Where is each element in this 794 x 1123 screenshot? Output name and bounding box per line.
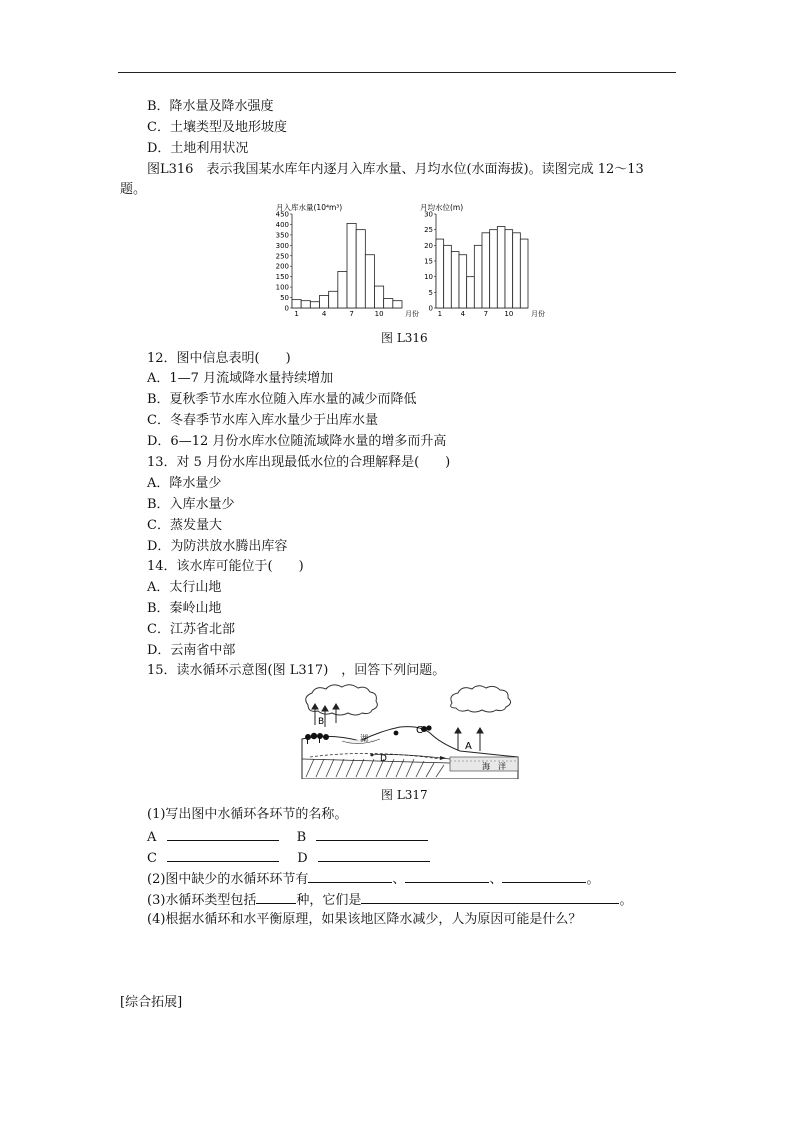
q15-row-cd bbox=[147, 848, 430, 868]
lake-label: 湖 bbox=[360, 734, 368, 743]
bar bbox=[505, 230, 513, 308]
question-13: 13．对 5 月份水库出现最低水位的合理解释是( ) bbox=[147, 455, 451, 470]
x-tick-label: 7 bbox=[349, 310, 354, 318]
chart-title: 月均水位(m) bbox=[420, 203, 464, 212]
bar bbox=[520, 239, 528, 308]
x-axis-label: 月份 bbox=[531, 310, 545, 318]
y-tick-label: 25 bbox=[424, 226, 433, 235]
section-heading: [综合拓展] bbox=[120, 995, 183, 1010]
y-tick-label: 0 bbox=[428, 304, 433, 313]
option-d: D．土地利用状况 bbox=[147, 141, 249, 156]
separator: 、 bbox=[489, 872, 503, 887]
option-b: B．降水量及降水强度 bbox=[147, 99, 274, 114]
cloud-icon bbox=[306, 685, 378, 715]
blank-label-d: D bbox=[297, 851, 308, 866]
y-tick-label: 15 bbox=[424, 257, 433, 266]
q13-option-d: D．为防洪放水腾出库容 bbox=[147, 539, 288, 554]
y-tick-label: 20 bbox=[424, 241, 433, 250]
bar bbox=[482, 233, 490, 308]
answer-blank-c[interactable] bbox=[167, 848, 279, 862]
question-12: 12．图中信息表明( ) bbox=[147, 351, 291, 366]
bar bbox=[384, 299, 393, 308]
answer-blank-2-2[interactable] bbox=[405, 869, 489, 883]
answer-blank-d[interactable] bbox=[318, 848, 430, 862]
x-tick-label: 7 bbox=[483, 310, 489, 318]
y-tick-label: 100 bbox=[275, 283, 289, 292]
period: 。 bbox=[586, 872, 600, 887]
q13-option-b: B．入库水量少 bbox=[147, 497, 235, 512]
bar bbox=[329, 291, 338, 308]
separator: 、 bbox=[392, 872, 406, 887]
answer-blank-a[interactable] bbox=[167, 827, 279, 841]
arrow-icon bbox=[312, 704, 339, 727]
q14-option-b: B．秦岭山地 bbox=[147, 601, 222, 616]
q12-option-a: A．1—7 月流域降水量持续增加 bbox=[147, 371, 334, 386]
bar bbox=[365, 255, 374, 308]
q12-option-c: C．冬春季节水库入库水量少于出库水量 bbox=[147, 413, 378, 428]
blank-label-b: B bbox=[296, 830, 307, 845]
y-tick-label: 300 bbox=[275, 241, 289, 250]
water-level-chart bbox=[420, 202, 545, 318]
bar bbox=[393, 301, 402, 308]
bar bbox=[474, 245, 482, 308]
intro-line-cont: 题。 bbox=[120, 182, 147, 197]
bar bbox=[310, 302, 319, 308]
answer-blank-2-1[interactable] bbox=[308, 869, 392, 883]
bar bbox=[467, 277, 475, 308]
q12-option-b: B．夏秋季节水库水位随入库水量的减少而降低 bbox=[147, 392, 417, 407]
bar bbox=[490, 230, 498, 308]
blank-label-c: C bbox=[147, 851, 157, 866]
q13-option-c: C．蒸发量大 bbox=[147, 518, 222, 533]
y-tick-label: 5 bbox=[428, 288, 433, 297]
x-tick-label: 4 bbox=[321, 310, 327, 318]
y-tick-label: 250 bbox=[275, 252, 289, 261]
y-tick-label: 200 bbox=[275, 262, 289, 271]
intro-line: 图L316 表示我国某水库年内逐月入库水量、月均水位(水面海拔)。读图完成 12～13 bbox=[147, 162, 644, 177]
blank-label-a: A bbox=[147, 830, 157, 845]
figure-l317-water-cycle bbox=[300, 683, 520, 779]
bar bbox=[347, 223, 356, 308]
q15-row-ab bbox=[147, 827, 428, 847]
x-axis-label: 月份 bbox=[405, 310, 419, 318]
bar bbox=[459, 255, 467, 308]
y-tick-label: 10 bbox=[424, 273, 433, 282]
bar bbox=[451, 252, 459, 308]
x-tick-label: 1 bbox=[437, 310, 443, 318]
y-tick-label: 400 bbox=[275, 220, 289, 229]
q15-part-1: (1)写出图中水循环各环节的名称。 bbox=[147, 807, 348, 822]
bar bbox=[338, 271, 347, 308]
option-c: C．土壤类型及地形坡度 bbox=[147, 120, 287, 135]
x-tick-label: 10 bbox=[504, 310, 514, 318]
header-rule bbox=[118, 72, 676, 73]
x-tick-label: 4 bbox=[460, 310, 466, 318]
inflow-chart bbox=[276, 202, 419, 318]
figure-caption-l317: 图 L317 bbox=[381, 788, 428, 802]
part-2-text: (2)图中缺少的水循环环节有 bbox=[147, 872, 309, 887]
label-a: A bbox=[465, 741, 472, 752]
q14-option-c: C．江苏省北部 bbox=[147, 622, 235, 637]
figure-l316-charts bbox=[268, 200, 552, 324]
bar bbox=[320, 295, 329, 308]
q15-part-4: (4)根据水循环和水平衡原理，如果该地区降水减少，人为原因可能是什么？ bbox=[147, 912, 582, 927]
bar bbox=[375, 286, 384, 308]
y-tick-label: 350 bbox=[275, 231, 289, 240]
period: 。 bbox=[619, 893, 633, 908]
chart-title: 月入库水量(10⁴m³) bbox=[276, 203, 343, 212]
y-tick-label: 150 bbox=[275, 273, 289, 282]
answer-blank-b[interactable] bbox=[316, 827, 428, 841]
bar bbox=[444, 245, 452, 308]
figure-caption-l316: 图 L316 bbox=[381, 331, 428, 345]
y-tick-label: 30 bbox=[424, 210, 433, 219]
question-14: 14．该水库可能位于( ) bbox=[147, 559, 304, 574]
bar bbox=[356, 230, 365, 308]
q13-option-a: A．降水量少 bbox=[147, 476, 222, 491]
cloud-icon bbox=[451, 686, 511, 712]
ocean-label: 海 洋 bbox=[482, 762, 506, 771]
q14-option-a: A．太行山地 bbox=[147, 580, 222, 595]
bar bbox=[301, 301, 310, 308]
part-3-text: (3)水循环类型包括 bbox=[147, 893, 257, 908]
q15-part-2 bbox=[147, 869, 599, 889]
question-15: 15．读水循环示意图(图 L317) ，回答下列问题。 bbox=[147, 663, 446, 678]
bar bbox=[497, 227, 505, 308]
bar bbox=[436, 239, 444, 308]
q12-option-d: D．6—12 月份水库水位随流域降水量的增多而升高 bbox=[147, 434, 447, 449]
x-tick-label: 1 bbox=[294, 310, 299, 318]
answer-blank-2-3[interactable] bbox=[502, 869, 586, 883]
y-tick-label: 50 bbox=[280, 294, 289, 303]
y-tick-label: 450 bbox=[275, 210, 289, 219]
answer-blank-3-2[interactable] bbox=[361, 890, 619, 904]
part-3-text-b: 种，它们是 bbox=[296, 893, 362, 908]
y-tick-label: 0 bbox=[284, 304, 289, 313]
label-b: B bbox=[318, 717, 325, 727]
label-d: D bbox=[380, 754, 387, 764]
bar bbox=[513, 233, 521, 308]
label-c: C bbox=[416, 725, 423, 736]
x-tick-label: 10 bbox=[374, 310, 384, 318]
q15-part-3 bbox=[147, 890, 632, 910]
bar bbox=[292, 300, 301, 308]
answer-blank-3-1[interactable] bbox=[256, 890, 296, 904]
q14-option-d: D．云南省中部 bbox=[147, 643, 236, 658]
